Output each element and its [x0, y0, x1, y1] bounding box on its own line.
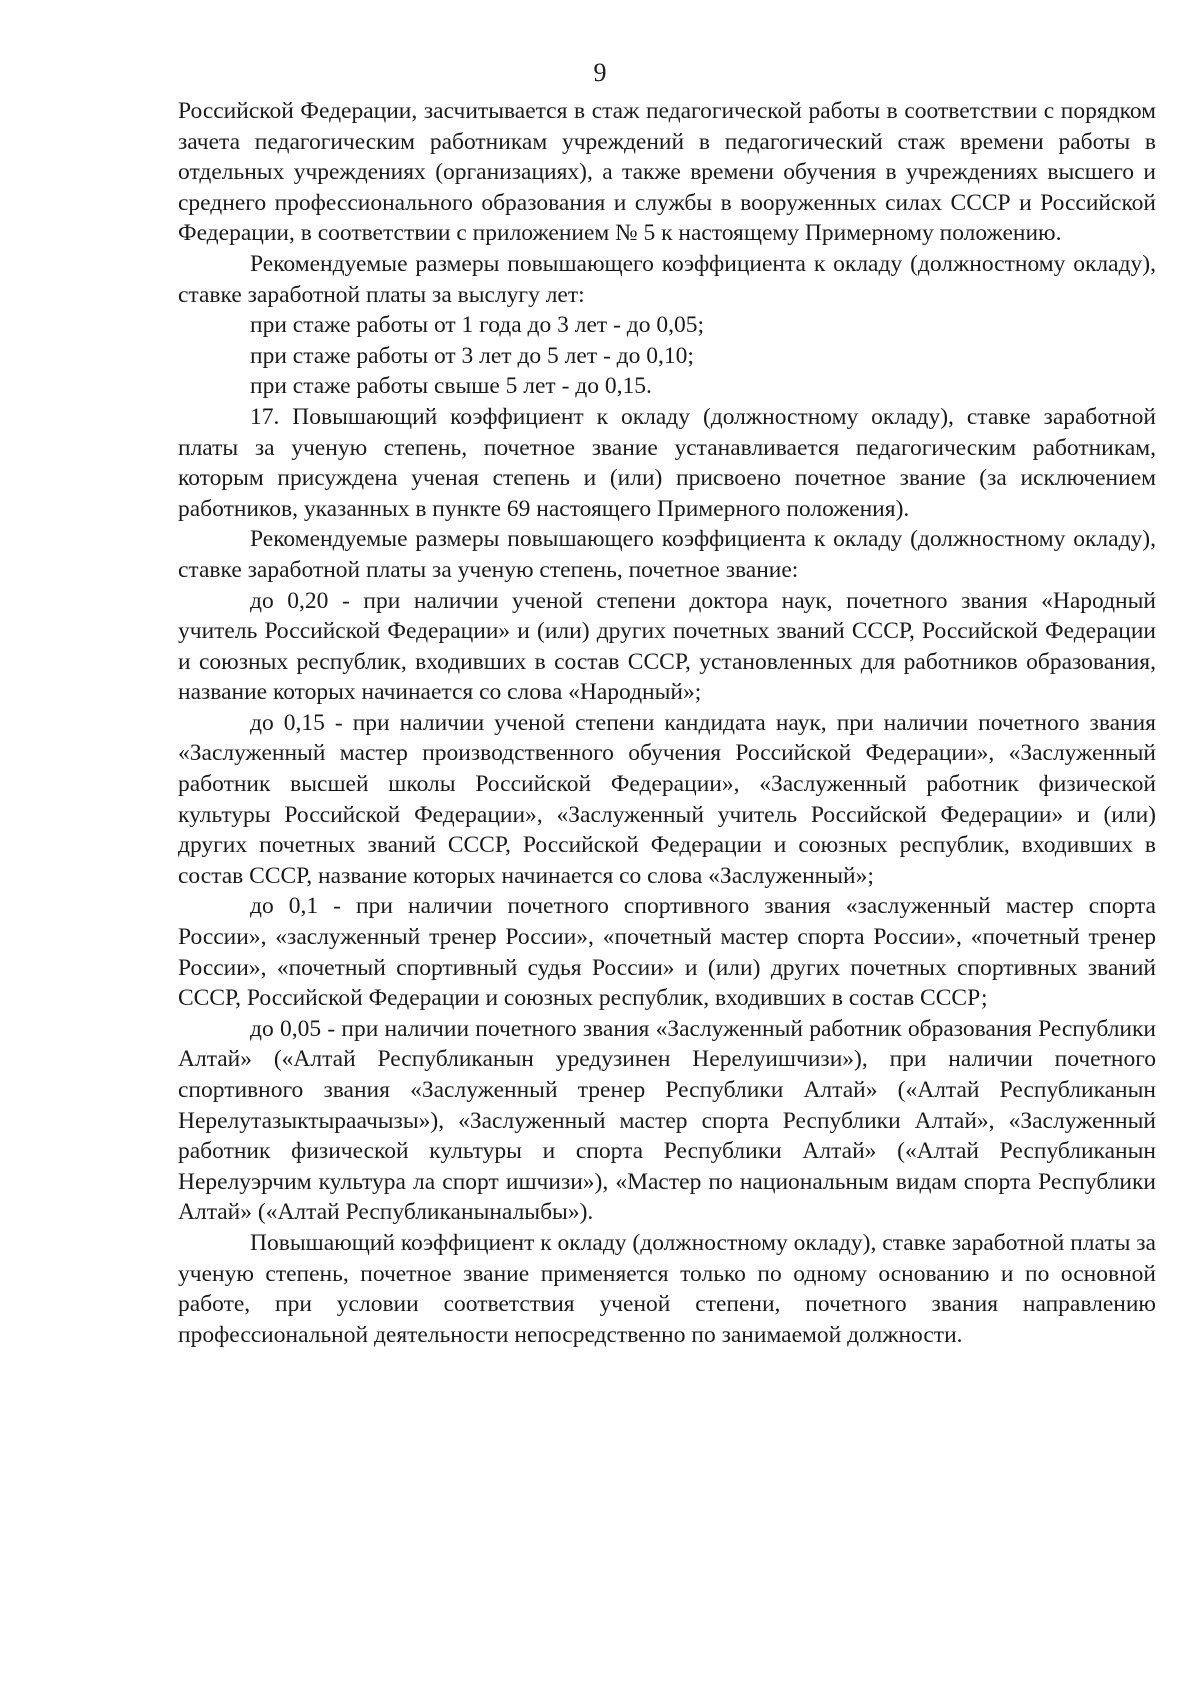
list-item-service-3-5: при стаже работы от 3 лет до 5 лет - до 0,10; — [250, 342, 694, 369]
list-item-coefficient-020: до 0,20 - при наличии ученой степени доктора наук, почетного звания «Народный учитель Российской Федерации» и (или) других почетных званий СССР, Российской Федерации и союзных республик, входивших в состав СССР, установленных для работников образования, название которых начинается со слова «Народный»; — [178, 587, 1156, 706]
paragraph-degree-coefficient-intro: Рекомендуемые размеры повышающего коэффициента к окладу (должностному окладу), ставке заработной платы за ученую степень, почетное звание: — [178, 526, 1156, 583]
paragraph-application-rule: Повышающий коэффициент к окладу (должностному окладу), ставке заработной платы за ученую степень, почетное звание применяется только по одному основанию и по основной работе, при условии соответствия ученой степени, почетного звания направлению профессиональной деятельности непосредственно по занимаемой должности. — [178, 1229, 1156, 1348]
document-body — [178, 96, 1156, 1350]
list-item-service-over-5: при стаже работы свыше 5 лет - до 0,15. — [250, 373, 652, 400]
list-item-coefficient-01: до 0,1 - при наличии почетного спортивного звания «заслуженный мастер спорта России», «заслуженный тренер России», «почетный мастер спорта России», «почетный тренер России», «почетный спортивный судья России» и (или) других почетных спортивных званий СССР, Российской Федерации и союзных республик, входивших в состав СССР; — [178, 893, 1156, 1012]
list-item-coefficient-015: до 0,15 - при наличии ученой степени кандидата наук, при наличии почетного звания «Заслуженный мастер производственного обучения Российской Федерации», «Заслуженный работник высшей школы Российской Федерации», «Заслуженный работник физической культуры Российской Федерации», «Заслуженный учитель Российской Федерации» и (или) других почетных званий СССР, Российской Федерации и союзных республик, входивших в состав СССР, название которых начинается со слова «Заслуженный»; — [178, 709, 1156, 889]
page-number: 9 — [593, 58, 607, 87]
paragraph-continuation: Российской Федерации, засчитывается в стаж педагогической работы в соответствии с порядком зачета педагогическим работникам учреждений в педагогический стаж времени работы в отдельных учреждениях (организациях), а также времени обучения в учреждениях высшего и среднего профессионального образования и службы в вооруженных силах СССР и Российской Федерации, в соответствии с приложением № 5 к настоящему Примерному положению. — [178, 98, 1156, 247]
paragraph-clause-17: 17. Повышающий коэффициент к окладу (должностному окладу), ставке заработной платы за ученую степень, почетное звание устанавливается педагогическим работникам, которым присуждена ученая степень и (или) присвоено почетное звание (за исключением работников, указанных в пункте 69 настоящего Примерного положения). — [178, 403, 1156, 522]
list-item-service-1-3: при стаже работы от 1 года до 3 лет - до 0,05; — [250, 312, 704, 339]
paragraph-service-coefficient-intro: Рекомендуемые размеры повышающего коэффициента к окладу (должностному окладу), ставке заработной платы за выслугу лет: — [178, 250, 1156, 308]
list-item-coefficient-005: до 0,05 - при наличии почетного звания «Заслуженный работник образования Республики Алтай» («Алтай Республиканын уредузинен Нерелуишчизи»), при наличии почетного спортивного звания «Заслуженный тренер Республики Алтай» («Алтай Республиканын Нерелутазыктыраачызы»), «Заслуженный мастер спорта Республики Алтай», «Заслуженный работник физической культуры и спорта Республики Алтай» («Алтай Республиканын Нерелуэрчим культура ла спорт ишчизи»), «Мастер по национальным видам спорта Республики Алтай» («Алтай Республиканыналыбы»). — [178, 1015, 1156, 1226]
